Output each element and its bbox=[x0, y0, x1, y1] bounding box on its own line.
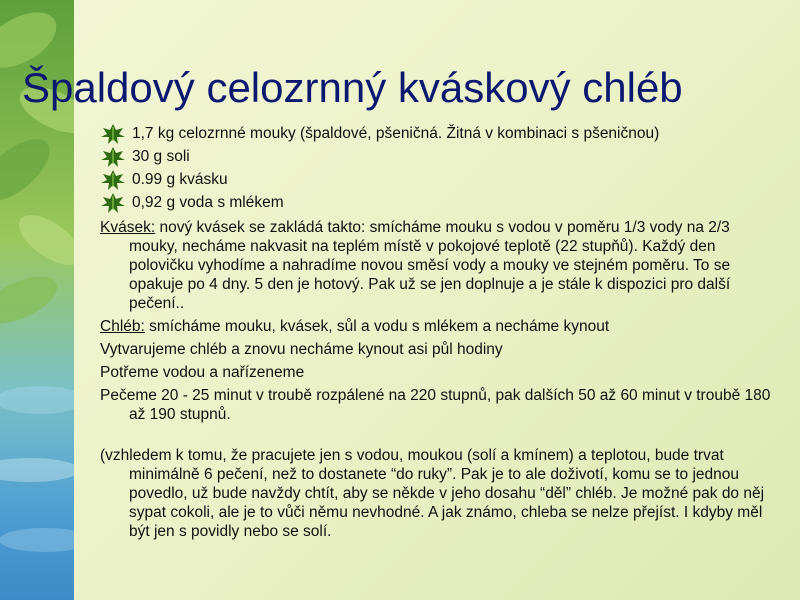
ingredient-item bbox=[100, 191, 780, 214]
paragraph-coating: Potřeme vodou a nařízeneme bbox=[100, 364, 305, 381]
leaf-bullet-icon bbox=[100, 169, 126, 191]
spacer bbox=[100, 424, 780, 442]
kvasek-text: nový kvásek se zakládá takto: smícháme mouku s vodou v poměru 1/3 vody na 2/3 mouky, necháme nakvasit na teplém místě v pokojové teplotě (22 stupňů). Každý den polovičku vyhodíme a nahradíme novou směsí vody a mouky ve stejném poměru. To se opakuje po 4 dny. 5 den je hotový. Pak už se jen doplnuje a je stále k dispozici pro další pečení.. bbox=[129, 219, 731, 312]
kvasek-label: Kvásek: bbox=[100, 219, 156, 236]
ingredient-item bbox=[100, 122, 780, 145]
ingredient-item bbox=[100, 168, 780, 191]
leaf-bullet-icon bbox=[100, 123, 126, 145]
slide-title: Špaldový celozrnný kváskový chléb bbox=[22, 64, 683, 111]
paragraph-chleb bbox=[100, 317, 780, 336]
leaf-bullet-icon bbox=[100, 192, 126, 214]
slide-body bbox=[100, 122, 780, 541]
chleb-label: Chléb: bbox=[100, 318, 145, 335]
ingredient-text: 1,7 kg celozrnné mouky (špaldové, pšeničná. Žitná v kombinaci s pšeničnou) bbox=[132, 125, 660, 142]
ingredient-text: 0.99 g kvásku bbox=[132, 171, 228, 188]
chleb-text: smícháme mouku, kvásek, sůl a vodu s mlékem a necháme kynout bbox=[144, 318, 610, 335]
ingredient-item bbox=[100, 145, 780, 168]
paragraph-baking: Pečeme 20 - 25 minut v troubě rozpálené na 220 stupnů, pak dalších 50 až 60 minut v troubě 180 až 190 stupnů. bbox=[100, 387, 771, 423]
leaf-bullet-icon bbox=[100, 146, 126, 168]
paragraph-kvasek bbox=[100, 218, 780, 313]
ingredient-text: 0,92 g voda s mlékem bbox=[132, 194, 284, 211]
paragraph-note: (vzhledem k tomu, že pracujete jen s vodou, moukou (solí a kmínem) a teplotou, bude trvat minimálně 6 pečení, než to dostanete “do ruky”. Pak je to ale doživotí, komu se to jednou povedlo, už bude navždy chtít, aby se někde v jeho dosahu “děl” chléb. Je možné pak do něj sypat cokoli, ale je to vůči němu nevhodné. A jak známo, chleba se nelze přejíst. I kdyby měl být jen s povidly nebo se solí. bbox=[100, 447, 765, 540]
paragraph-shaping: Vytvarujeme chléb a znovu necháme kynout asi půl hodiny bbox=[100, 341, 503, 358]
ingredient-text: 30 g soli bbox=[132, 148, 190, 165]
